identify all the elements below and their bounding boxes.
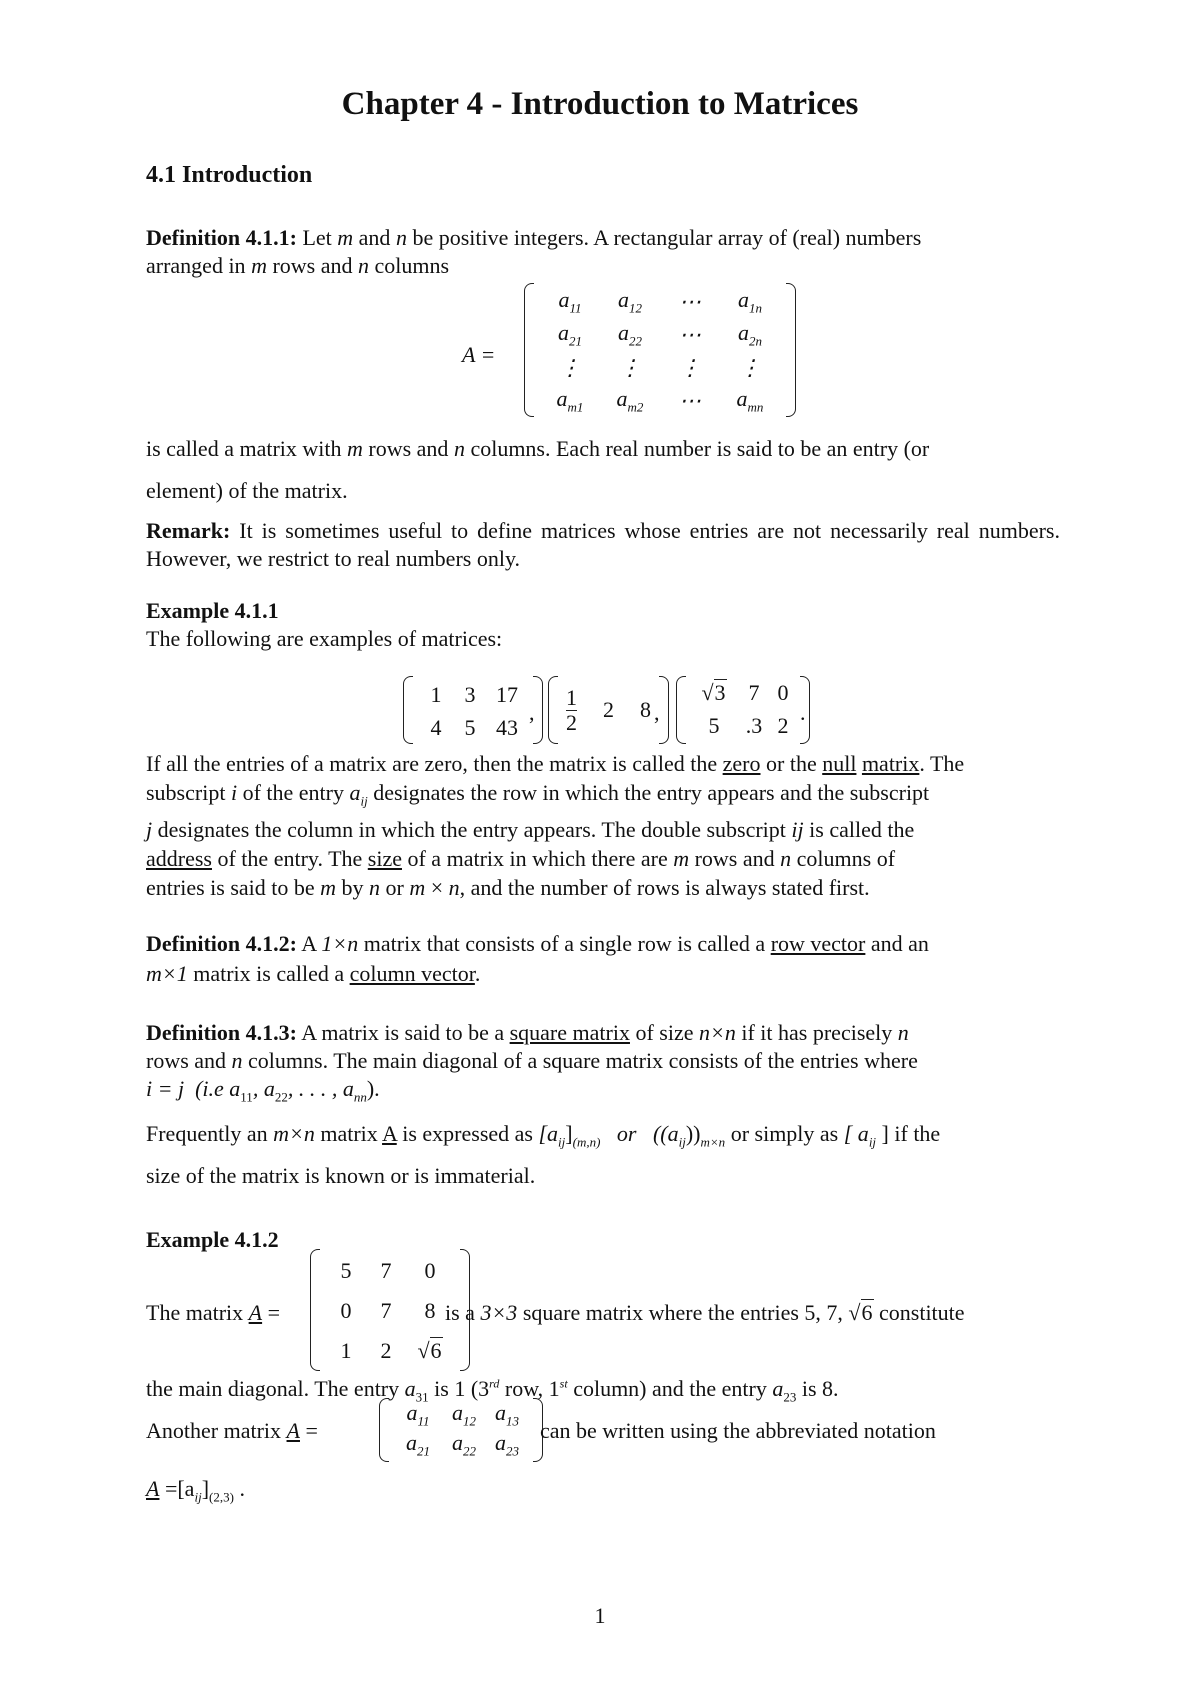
matrix-cell: 2 <box>380 1338 392 1363</box>
matrix-cell: ⋯ <box>679 288 701 314</box>
matrix-cell: $a_{21}$ <box>406 1430 430 1459</box>
period: . <box>800 700 806 725</box>
matrix-cell: 2 <box>603 697 614 722</box>
page-number: 1 <box>594 1603 606 1628</box>
matrix-cell: 2 <box>777 712 789 738</box>
example-4-1-2-line2: the main diagonal. The entry $a_{31}$ is 1 (3rd row, 1st column) and the entry $a_{23}$ is 8. <box>146 1376 839 1405</box>
matrix-cell: $a_{m2}$ <box>616 385 644 415</box>
chapter-title: Chapter 4 - Introduction to Matrices <box>341 86 859 122</box>
separator: , <box>654 700 660 725</box>
matrix-cell: $a_{22}$ <box>452 1430 476 1459</box>
example-matrix-3: √3 7 0 5 .3 2 <box>676 676 810 744</box>
general-matrix <box>524 283 796 417</box>
fraction-denominator: 2 <box>566 709 577 735</box>
separator: , <box>529 700 535 725</box>
example-4-1-2-label: Example 4.1.2 <box>146 1227 279 1252</box>
matrix-cell: 1 <box>340 1338 352 1363</box>
definition-4-1-2: Definition 4.1.2: A 1×n matrix that consists of a single row is called a row vector and an m×1 matrix is called a column vector. <box>146 931 929 986</box>
another-matrix-right: can be written using the abbreviated notation <box>540 1418 936 1443</box>
matrix-cell: 3 <box>751 712 763 738</box>
matrix-cell: 5 <box>340 1258 352 1283</box>
matrix-cell: $a_{mn}$ <box>736 385 764 415</box>
matrix-cell: 4 <box>430 714 442 740</box>
matrix-cell: 43 <box>496 714 518 740</box>
definition-4-1-1-continued: is called a matrix with m rows and n columns. Each real number is said to be an entry (or element) of the matrix. <box>146 436 930 503</box>
matrix-cell: $a_{11}$ <box>558 286 582 316</box>
matrix-cell: 3 <box>464 681 476 707</box>
example-4-1-1: Example 4.1.1 The following are examples of matrices: <box>146 598 503 651</box>
fraction-numerator: 1 <box>566 684 577 710</box>
example-4-1-2-line1-right: is a 3×3 square matrix where the entries 5, 7, √6 constitute <box>445 1300 965 1325</box>
matrix-cell: 0 <box>340 1298 352 1323</box>
matrix-cell: 1 <box>430 681 442 707</box>
matrix-cell: 8 <box>640 697 651 722</box>
matrix-cell: 7 <box>380 1258 392 1283</box>
matrix-cell: 0 <box>424 1258 436 1283</box>
example-matrix-2 <box>548 676 669 744</box>
matrix-cell: $a_{12}$ <box>452 1400 476 1429</box>
matrix-cell: $a_{1n}$ <box>738 286 762 316</box>
matrix-cell: $a_{21}$ <box>558 319 582 349</box>
remark: Remark: It is sometimes useful to define matrices whose entries are not necessarily real numbers. However, we restrict to real numbers only. <box>146 518 1060 571</box>
example-4-1-2-line1-left: The matrix A = <box>146 1300 281 1325</box>
example-matrix-2x3 <box>379 1398 543 1462</box>
matrix-cell: ⋯ <box>679 321 701 347</box>
section-heading: 4.1 Introduction <box>146 162 313 188</box>
matrix-cell: ⋮ <box>619 354 641 380</box>
matrix-cell: 17 <box>496 681 518 707</box>
matrix-cell: $a_{13}$ <box>495 1400 519 1429</box>
matrix-cell: ⋮ <box>679 354 701 380</box>
matrix-cell: √6 <box>417 1338 442 1363</box>
matrix-cell: 7 <box>748 679 760 705</box>
matrix-cell: 5 <box>464 714 476 740</box>
definition-label: Definition 4.1.1: <box>146 225 297 250</box>
matrix-cell: 8 <box>424 1298 436 1323</box>
matrix-cell: ⋯ <box>679 387 701 413</box>
matrix-a-lhs: A = <box>462 342 496 367</box>
definition-4-1-3: Definition 4.1.3: A matrix is said to be a square matrix of size n×n if it has precisely n rows and n columns. The main diagonal of a square matrix consists of the entries where i = j (i.e $a_{11}$, $a_{22}$, . . . , $a_{nn}$). <box>146 1020 918 1105</box>
matrix-cell: $a_{11}$ <box>406 1400 430 1429</box>
definition-4-1-1: Definition 4.1.1: Let m and n be positive integers. A rectangular array of (real) numbers arranged in m rows and n columns <box>146 225 922 278</box>
matrix-cell: 0 <box>777 679 789 705</box>
matrix-cell: 5 <box>708 712 720 738</box>
matrix-cell: $a_{2n}$ <box>738 319 762 349</box>
notation-paragraph: Frequently an m×n matrix A is expressed as $[a_{ij}]_{(m,n)}$ or $((a_{ij}))_{m\times n}$ or simply as [ $a_{ij}$ ] if the size of the matrix is known or is immaterial. <box>146 1121 941 1189</box>
matrix-cell: 3 <box>714 679 726 705</box>
example-matrix-1 <box>403 676 543 744</box>
abbreviated-notation: $A =[a_{ij}]_{(2,3)}$ . <box>146 1476 245 1505</box>
another-matrix-left: Another matrix A = <box>146 1418 318 1443</box>
matrix-cell: ⋮ <box>739 354 761 380</box>
zero-matrix-paragraph: If all the entries of a matrix are zero, then the matrix is called the zero or the null matrix. The subscript i of the entry $a_{ij}$ designates the row in which the entry appears and the subscript j designates the column in which the entry appears. The double subscript ij is called the address of the entry. The size of a matrix in which there are m rows and n columns of entries is said to be m by n or m × n, and the number of rows is always stated first. <box>146 751 965 901</box>
matrix-cell: ⋮ <box>559 354 581 380</box>
matrix-cell: $a_{22}$ <box>618 319 642 349</box>
matrix-cell: $a_{m1}$ <box>556 385 584 415</box>
matrix-cell: $a_{12}$ <box>618 286 642 316</box>
matrix-cell: 7 <box>380 1298 392 1323</box>
matrix-cell: $a_{23}$ <box>495 1430 519 1459</box>
